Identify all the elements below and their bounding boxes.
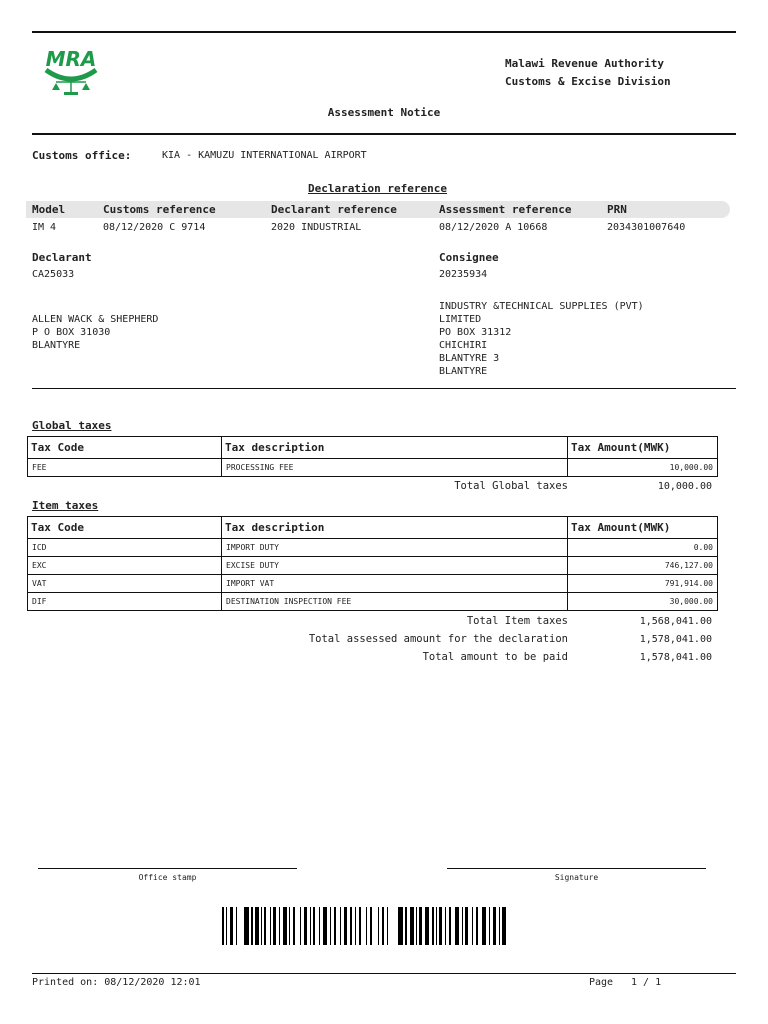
col-tax-amount: Tax Amount(MWK) — [568, 517, 718, 539]
mra-logo-graphic — [40, 44, 102, 98]
col-tax-code: Tax Code — [28, 517, 222, 539]
page-number: 1 / 1 — [631, 977, 662, 988]
tax-amount: 0.00 — [568, 539, 718, 557]
consignee-address — [439, 300, 644, 378]
col-customs-reference: Customs reference — [103, 203, 216, 216]
declaration-heading: Declaration reference — [307, 182, 448, 195]
page-title: Assessment Notice — [327, 106, 441, 119]
total-item-taxes-label: Total Item taxes — [466, 615, 568, 627]
svg-text:MRA: MRA — [45, 47, 97, 71]
table-row — [28, 459, 718, 477]
col-declarant-reference: Declarant reference — [271, 203, 397, 216]
customs-office-label: Customs office: — [32, 149, 132, 162]
consignee-address-line: PO BOX 31312 — [439, 327, 512, 338]
declarant-address-line: ALLEN WACK & SHEPHERD — [32, 314, 159, 325]
consignee-label: Consignee — [439, 251, 499, 264]
global-taxes-header-row — [28, 437, 718, 459]
tax-description: DESTINATION INSPECTION FEE — [222, 593, 568, 611]
consignee-code: 20235934 — [439, 269, 488, 280]
tax-amount: 30,000.00 — [568, 593, 718, 611]
customs-office-value: KIA - KAMUZU INTERNATIONAL AIRPORT — [162, 150, 367, 161]
col-tax-code: Tax Code — [28, 437, 222, 459]
item-taxes-heading: Item taxes — [32, 499, 99, 512]
declarant-address-line: P O BOX 31030 — [32, 327, 111, 338]
tax-code: ICD — [28, 539, 222, 557]
consignee-address-line: BLANTYRE 3 — [439, 353, 500, 364]
table-row — [28, 593, 718, 611]
table-row — [28, 575, 718, 593]
tax-amount: 746,127.00 — [568, 557, 718, 575]
col-assessment-reference: Assessment reference — [439, 203, 572, 216]
org-name: Malawi Revenue Authority — [505, 57, 664, 70]
declarant-reference-value: 2020 INDUSTRIAL — [271, 222, 362, 233]
tax-code: DIF — [28, 593, 222, 611]
office-stamp-line — [38, 868, 297, 869]
total-item-taxes-value: 1,568,041.00 — [639, 616, 712, 627]
printed-on: Printed on: 08/12/2020 12:01 — [32, 977, 201, 988]
declarant-address — [32, 313, 158, 352]
total-global-taxes-value: 10,000.00 — [657, 481, 712, 492]
consignee-address-line: BLANTYRE — [439, 366, 488, 377]
col-tax-description: Tax description — [222, 437, 568, 459]
signature-line — [447, 868, 706, 869]
office-stamp-label: Office stamp — [138, 873, 197, 882]
declarant-code: CA25033 — [32, 269, 75, 280]
global-taxes-table — [27, 436, 718, 477]
tax-amount: 791,914.00 — [568, 575, 718, 593]
item-taxes-header-row — [28, 517, 718, 539]
tax-code: FEE — [28, 459, 222, 477]
signature-label: Signature — [554, 873, 599, 882]
prn-value: 2034301007640 — [607, 222, 686, 233]
barcode — [222, 907, 506, 945]
parties-rule — [32, 388, 736, 389]
total-global-taxes-label: Total Global taxes — [454, 480, 568, 492]
top-rule — [32, 31, 736, 33]
division-name: Customs & Excise Division — [505, 75, 671, 88]
header-rule — [32, 133, 736, 135]
consignee-address-line: CHICHIRI — [439, 340, 488, 351]
table-row — [28, 539, 718, 557]
tax-description: PROCESSING FEE — [222, 459, 568, 477]
footer-rule — [32, 973, 736, 974]
total-to-pay-value: 1,578,041.00 — [639, 652, 712, 663]
customs-reference-value: 08/12/2020 C 9714 — [103, 222, 206, 233]
item-taxes-table — [27, 516, 718, 611]
total-assessed-label: Total assessed amount for the declaration — [308, 633, 568, 645]
tax-code: EXC — [28, 557, 222, 575]
global-taxes-heading: Global taxes — [32, 419, 112, 432]
consignee-address-line: LIMITED — [439, 314, 482, 325]
col-prn: PRN — [607, 203, 627, 216]
consignee-address-line: INDUSTRY &TECHNICAL SUPPLIES (PVT) — [439, 301, 644, 312]
tax-amount: 10,000.00 — [568, 459, 718, 477]
assessment-reference-value: 08/12/2020 A 10668 — [439, 222, 548, 233]
table-row — [28, 557, 718, 575]
declarant-label: Declarant — [32, 251, 92, 264]
tax-description: IMPORT DUTY — [222, 539, 568, 557]
barcode-graphic — [222, 907, 506, 945]
col-tax-description: Tax description — [222, 517, 568, 539]
tax-code: VAT — [28, 575, 222, 593]
page-label: Page — [589, 977, 614, 988]
col-model: Model — [32, 203, 66, 216]
tax-description: IMPORT VAT — [222, 575, 568, 593]
model-value: IM 4 — [32, 222, 57, 233]
mra-logo — [40, 44, 102, 98]
col-tax-amount: Tax Amount(MWK) — [568, 437, 718, 459]
total-to-pay-label: Total amount to be paid — [422, 651, 568, 663]
declarant-address-line: BLANTYRE — [32, 340, 81, 351]
tax-description: EXCISE DUTY — [222, 557, 568, 575]
total-assessed-value: 1,578,041.00 — [639, 634, 712, 645]
